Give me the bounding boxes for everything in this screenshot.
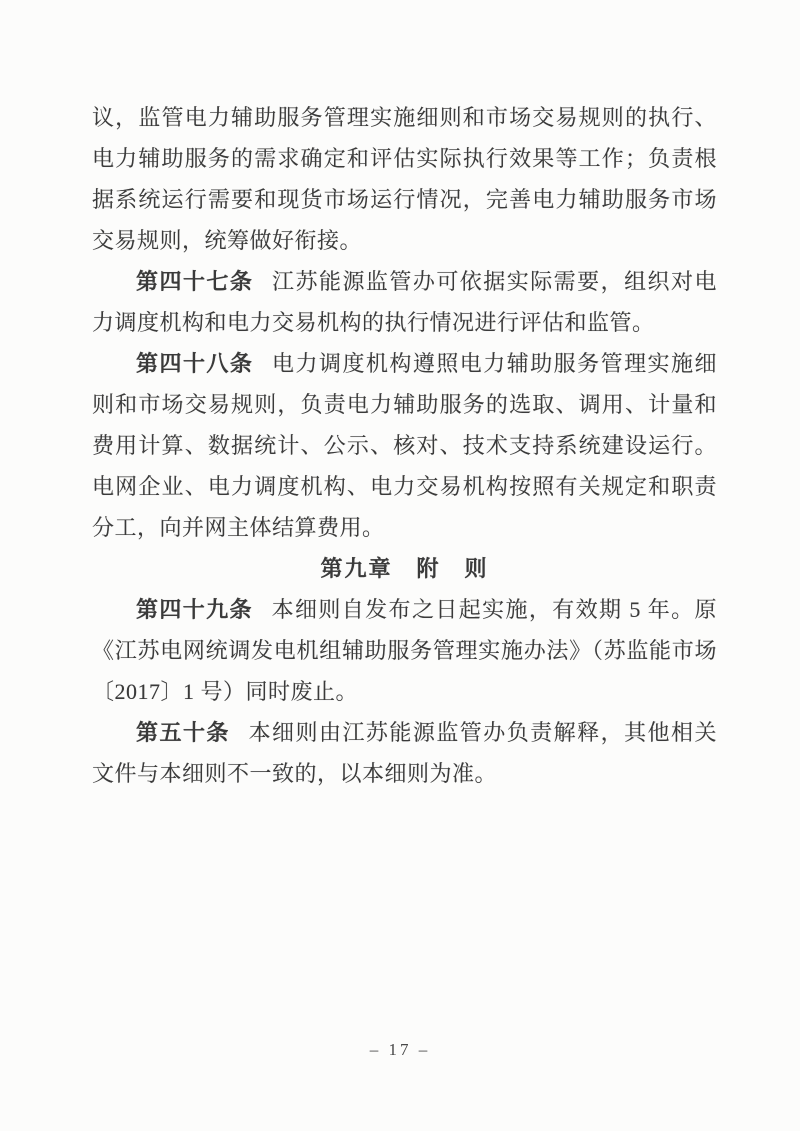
paragraph-continuation: 议，监管电力辅助服务管理实施细则和市场交易规则的执行、电力辅助服务的需求确定和评估实际执行效果等工作；负责根据系统运行需要和现货市场运行情况，完善电力辅助服务市场交易规则，统筹做好衔接。 xyxy=(92,105,717,253)
paragraph-article-48 xyxy=(92,343,717,548)
paragraph-article-47 xyxy=(92,261,717,343)
chapter-heading: 第九章 附 则 xyxy=(320,556,489,581)
article-48-text: 电力调度机构遵照电力辅助服务管理实施细则和市场交易规则，负责电力辅助服务的选取、调用、计量和费用计算、数据统计、公示、核对、技术支持系统建设运行。电网企业、电力调度机构、电力交易机构按照有关规定和职责分工，向并网主体结算费用。 xyxy=(92,351,717,540)
article-50-label: 第五十条 xyxy=(136,720,230,745)
page-number: – 17 – xyxy=(369,1040,431,1059)
article-49-label: 第四十九条 xyxy=(136,597,253,622)
article-47-label: 第四十七条 xyxy=(136,269,254,294)
article-49-text: 本细则自发布之日起实施，有效期 5 年。原《江苏电网统调发电机组辅助服务管理实施办法》（苏监能市场〔2017〕1 号）同时废止。 xyxy=(92,597,717,704)
paragraph-article-50 xyxy=(92,712,717,794)
article-47-text: 江苏能源监管办可依据实际需要，组织对电力调度机构和电力交易机构的执行情况进行评估和监管。 xyxy=(92,269,717,335)
article-50-text: 本细则由江苏能源监管办负责解释，其他相关文件与本细则不一致的，以本细则为准。 xyxy=(92,720,717,786)
article-48-label: 第四十八条 xyxy=(136,351,254,376)
document-body xyxy=(92,97,717,794)
paragraph-article-49 xyxy=(92,589,717,712)
